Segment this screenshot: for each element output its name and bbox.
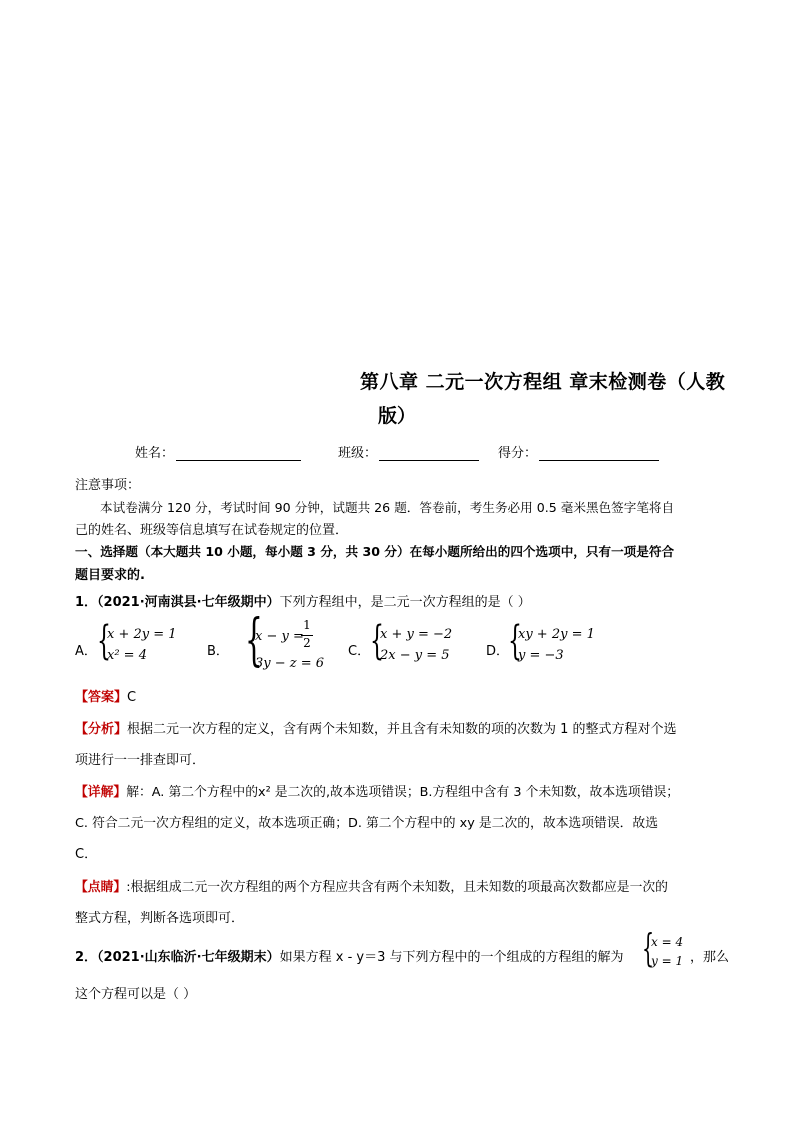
option-c-system: [370, 618, 453, 668]
analysis-line-1: [75, 718, 677, 737]
question-1-stem: [75, 591, 531, 610]
solution-y: y = 1: [651, 954, 684, 968]
question-2-source: （2021·山东临沂·七年级期末）: [97, 950, 280, 965]
page-title: 第八章 二元一次方程组 章末检测卷（人教: [360, 371, 726, 393]
answer-value: C: [127, 690, 137, 705]
comment-tag: 【点睛】: [75, 880, 127, 895]
brace-icon: {: [370, 618, 384, 664]
option-d-label: D．: [486, 644, 510, 659]
page-title-continued: 版）: [378, 405, 417, 427]
brace-icon: {: [508, 618, 522, 664]
option-b-label: B．: [207, 644, 229, 659]
brace-icon: {: [642, 926, 655, 970]
notice-line-1: 本试卷满分 120 分，考试时间 90 分钟，试题共 26 题．答卷前，考生务必用 0.5 毫米黑色签字笔将自: [100, 500, 675, 515]
option-b-system: [245, 608, 325, 674]
solution-x: x = 4: [651, 935, 684, 949]
option-b-numerator: 1: [303, 618, 311, 632]
answer-tag: 【答案】: [75, 690, 128, 705]
question-2-number: 2．: [75, 950, 98, 965]
question-2-text-end: ，那么: [690, 950, 730, 965]
comment-line-2: 整式方程，判断各选项即可．: [75, 911, 245, 926]
option-c-eq2: 2x − y = 5: [380, 648, 450, 663]
option-d-eq2: y = −3: [518, 648, 564, 663]
option-c-label: C．: [348, 644, 371, 659]
question-2-stem: [75, 946, 624, 965]
notice-line-2: 己的姓名、班级等信息填写在试卷规定的位置．: [75, 523, 349, 538]
class-label: 班级：: [338, 446, 378, 461]
option-d-eq1: xy + 2y = 1: [518, 627, 595, 642]
option-a-system: [97, 618, 177, 668]
question-2-solution: [642, 926, 692, 972]
option-b-eq1: x − y =: [255, 629, 304, 644]
detail-text-1: 解：A. 第二个方程中的x² 是二次的,故本选项错误；B.方程组中含有 3 个未知数，故本选项错误；: [126, 785, 680, 800]
detail-line-3: C．: [75, 847, 98, 862]
brace-icon: {: [245, 608, 263, 673]
section-heading-1: 一、选择题（本大题共 10 小题，每小题 3 分，共 30 分）在每小题所给出的四个选项中，只有一项是符合: [75, 544, 675, 559]
brace-icon: {: [97, 618, 111, 664]
option-a-eq1: x + 2y = 1: [107, 627, 177, 642]
question-1-source: （2021·河南淇县·七年级期中）: [97, 595, 280, 610]
name-blank[interactable]: [176, 446, 301, 461]
detail-line-1: [75, 781, 679, 800]
question-2-text: 如果方程 x - y＝3 与下列方程中的一个组成的方程组的解为: [279, 950, 624, 965]
name-field: [135, 442, 301, 461]
option-b-denominator: 2: [303, 636, 311, 650]
analysis-line-2: 项进行一一排查即可．: [75, 753, 206, 768]
class-field: [338, 442, 479, 461]
option-c-eq1: x + y = −2: [380, 627, 453, 642]
section-heading-2: 题目要求的.: [75, 568, 145, 583]
question-1-text: 下列方程组中，是二元一次方程组的是（ ）: [279, 595, 531, 610]
notice-heading: 注意事项：: [75, 478, 141, 493]
analysis-text-1: 根据二元一次方程的定义，含有两个未知数，并且含有未知数的项的次数为 1 的整式方程对个选: [127, 722, 677, 737]
score-field: [498, 442, 659, 461]
answer-line: [75, 686, 136, 705]
comment-line-1: [75, 876, 668, 895]
option-a-eq2: x² = 4: [107, 648, 147, 663]
comment-text-1: :根据组成二元一次方程组的两个方程应共含有两个未知数，且未知数的项最高次数都应是一次的: [126, 880, 668, 895]
option-a-label: A．: [75, 644, 97, 659]
detail-line-2: C. 符合二元一次方程组的定义，故本选项正确；D. 第二个方程中的 xy 是二次的，故本选项错误．故选: [75, 816, 659, 831]
question-1-number: 1．: [75, 595, 98, 610]
score-blank[interactable]: [539, 446, 659, 461]
class-blank[interactable]: [379, 446, 479, 461]
detail-tag: 【详解】: [75, 785, 127, 800]
option-d-system: [508, 618, 598, 668]
option-b-eq2: 3y − z = 6: [255, 656, 325, 671]
analysis-tag: 【分析】: [75, 722, 128, 737]
score-label: 得分：: [498, 446, 538, 461]
question-2-line-2: 这个方程可以是（ ）: [75, 987, 197, 1002]
name-label: 姓名：: [135, 446, 175, 461]
